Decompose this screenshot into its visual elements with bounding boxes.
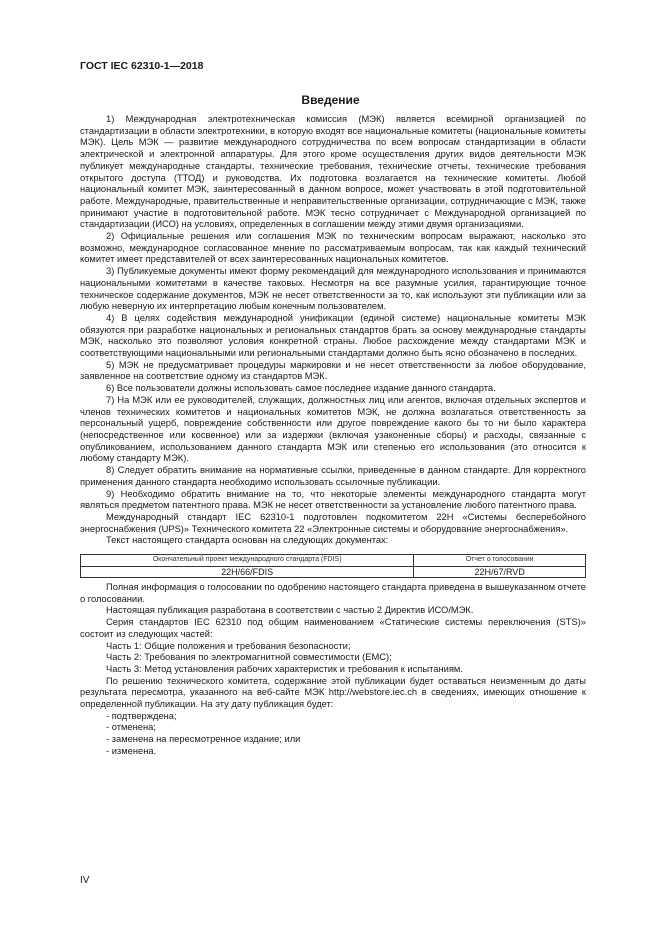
paragraph-3: 3) Публикуемые документы имеют форму рекомендаций для международного использования и принимаются национальными комитетами в качестве таковых. Несмотря на все разумные усилия, гарантирующие точное техническое содержание документов, МЭК не несет ответственности за то, как используют эти публикации или за любую неверную их интерпретацию любым конечным пользователем. [80, 266, 586, 312]
paragraph-5: 5) МЭК не предусматривает процедуры маркировки и не несет ответственности за любое оборудование, заявленное на соответствие одному из стандартов МЭК. [80, 359, 586, 382]
list-item-part-2: Часть 2: Требования по электромагнитной совместимости (ЕМС); [106, 652, 392, 663]
paragraph-6: 6) Все пользователи должны использовать самое последнее издание данного стандарта. [106, 383, 496, 394]
table-row [81, 566, 586, 578]
paragraph-documents-intro: Текст настоящего стандарта основан на следующих документах: [106, 535, 389, 546]
table-cell-rvd: 22H/67/RVD [414, 566, 586, 578]
paragraph-directives: Настоящая публикация разработана в соответствии с частью 2 Директив ИСО/МЭК. [106, 605, 474, 616]
document-body [80, 114, 586, 758]
paragraph-voting-info: Полная информация о голосовании по одобрению настоящего стандарта приведена в вышеуказанном отчете о голосовании. [80, 582, 586, 604]
table-header-fdis: Окончательный проект международного стандарта (FDIS) [81, 555, 414, 567]
list-item-confirmed: - подтверждена; [106, 710, 177, 721]
list-item-replaced: - заменена на пересмотренное издание; или [106, 734, 301, 745]
paragraph-9: 9) Необходимо обратить внимание на то, что некоторые элементы международного стандарта могут являться предметом патентного права. МЭК не несет ответственности за установление любого патентного права. [80, 488, 586, 511]
paragraph-1: 1) Международная электротехническая комиссия (МЭК) является всемирной организацией по стандартизации в области электротехники, в которую входят все национальные комитеты (национальные комитеты МЭК). Цель МЭК — развитие международного сотрудничества по всем вопросам стандартизации в области электрической и электронной аппаратуры. Для этого кроме осуществления других видов деятельности МЭК публикует международные стандарты, технические требования, технические отчеты, технические требования открытого доступа (ТТОД) и руководства. Их подготовка возлагается на технические комитеты. Любой национальный комитет МЭК, заинтересованный в данном вопросе, может участвовать в этой подготовительной работе. Международные, правительственные и неправительственные организации, сотрудничающие с МЭК, также принимают участие в подготовительной работе. МЭК тесно сотрудничает с Международной организацией по стандартизации (ИСО) на условиях, определенных в соглашении между этими двумя организациями. [80, 114, 586, 230]
paragraph-series: Серия стандартов IEC 62310 под общим наименованием «Статические системы переключения (STS)» состоит из следующих частей: [80, 617, 586, 639]
section-title: Введение [301, 93, 360, 107]
list-item-part-3: Часть 3: Метод установления рабочих характеристик и требования к испытаниям. [106, 663, 463, 674]
table-header-row [81, 555, 586, 567]
list-item-withdrawn: - отменена; [106, 722, 156, 733]
paragraph-7: 7) На МЭК или ее руководителей, служащих, должностных лиц или агентов, включая отдельных экспертов и членов технических комитетов и национальных комитетов МЭК, не должна возлагаться ответственность за персональный ущерб, повреждение собственности или другое повреждение какого бы то ни было характера (непосредственное или косвенное) или за издержки (включая узаконенные сборы) и расходы, связанные с опубликованием, использованием данного стандарта МЭК или степенью его использования (это относится к любому стандарту МЭК). [80, 394, 586, 464]
paragraph-4: 4) В целях содействия международной унификации (единой системе) национальные комитеты МЭК обязуются при разработке национальных и региональных стандартов брать за основу международные стандарты МЭК, насколько это позволяют условия конкретной страны. Любое расхождение между стандартами МЭК и соответствующими национальными или региональными стандартами должно быть ясно обозначено в последних. [80, 312, 586, 359]
paragraph-8: 8) Следует обратить внимание на нормативные ссылки, приведенные в данном стандарте. Для корректного применения данного стандарта необходимо использовать ссылочные публикации. [80, 465, 586, 487]
paragraph-2: 2) Официальные решения или соглашения МЭК по техническим вопросам выражают, насколько это возможно, международное согласованное мнение по рассматриваемым вопросам, так как каждый технический комитет имеет представителей от всех заинтересованных национальных комитетов. [80, 231, 586, 265]
paragraph-preparation: Международный стандарт IEC 62310-1 подготовлен подкомитетом 22H «Системы бесперебойного энергоснабжения (UPS)» Технического комитета 22 «Электронные системы и оборудование энергоснабжения». [80, 511, 586, 534]
list-item-amended: - изменена. [106, 745, 157, 756]
page-number: IV [80, 875, 90, 886]
documents-table [80, 554, 586, 578]
table-cell-fdis: 22H/66/FDIS [81, 566, 414, 578]
table-header-rvd: Отчет о голосовании [414, 555, 586, 567]
list-item-part-1: Часть 1: Общие положения и требования безопасности; [106, 640, 351, 651]
paragraph-review: По решению технического комитета, содержание этой публикации будет оставаться неизменным до даты результата пересмотра, указанного на веб-сайте МЭК http://webstore.iec.ch в сведениях, имеющих отношение к определенной публикации. На эту дату публикация будет: [80, 675, 586, 710]
standard-code-header: ГОСТ IEC 62310-1—2018 [80, 60, 204, 72]
